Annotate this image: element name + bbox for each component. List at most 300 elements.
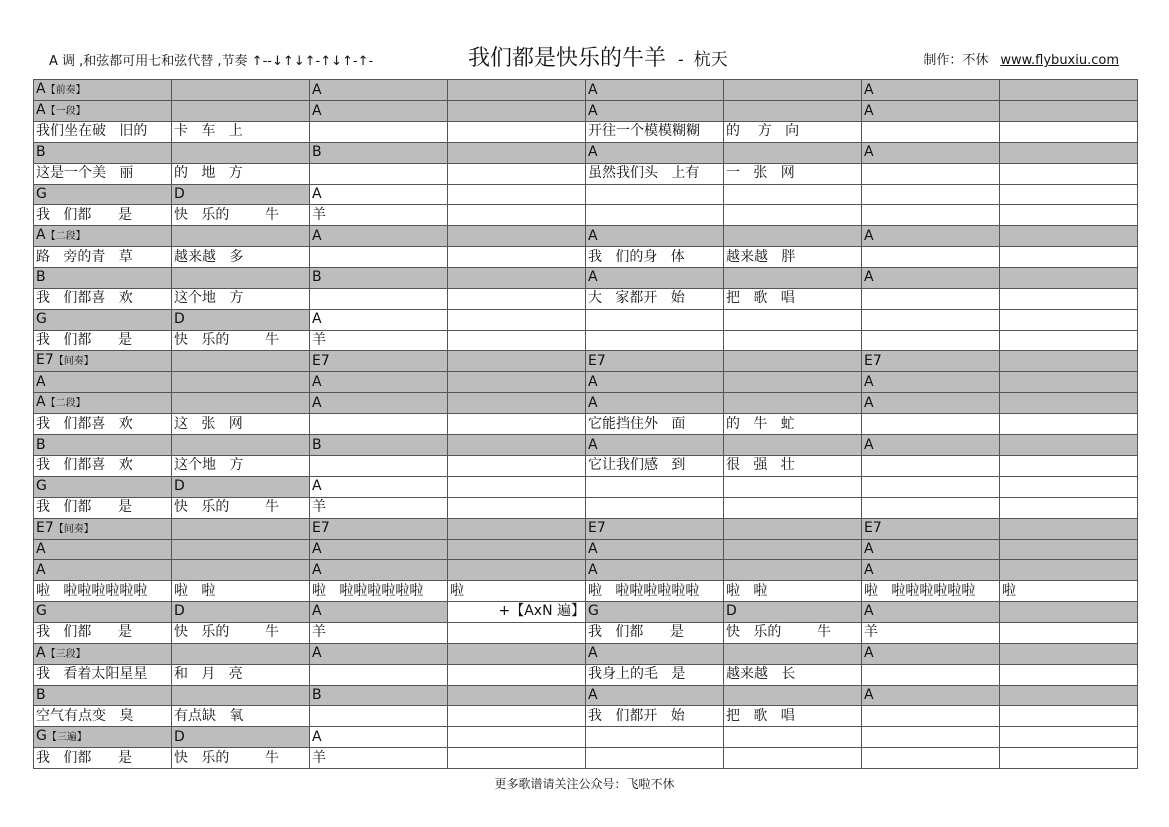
lyric-cell — [862, 414, 1000, 435]
lyric-cell — [586, 748, 724, 769]
lyric-text: 我 们都喜 欢 — [36, 457, 133, 474]
chord-row — [34, 602, 1138, 623]
chord-cell — [448, 539, 586, 560]
chord-row — [34, 435, 1138, 456]
chord-name: E7 — [36, 352, 54, 369]
chord-cell — [862, 372, 1000, 393]
chord-cell — [34, 309, 172, 330]
chord-cell — [586, 268, 724, 289]
lyric-cell — [448, 205, 586, 226]
chord-cell — [586, 560, 724, 581]
lyric-text: 啦 啦 — [726, 582, 768, 599]
chord-cell — [448, 393, 586, 414]
lyric-cell — [1000, 288, 1138, 309]
chord-name: B — [312, 144, 322, 161]
lyric-text: 它能挡住外 面 — [588, 415, 686, 432]
chord-cell — [34, 226, 172, 247]
chord-cell — [448, 685, 586, 706]
chord-cell — [34, 560, 172, 581]
chord-cell — [34, 727, 172, 748]
chord-cell — [862, 393, 1000, 414]
chord-cell — [724, 518, 862, 539]
lyric-cell — [172, 247, 310, 268]
chord-name: D — [174, 603, 185, 620]
chord-row — [34, 560, 1138, 581]
lyric-cell — [586, 622, 724, 643]
lyric-cell — [310, 414, 448, 435]
chord-cell — [172, 309, 310, 330]
lyric-cell — [862, 163, 1000, 184]
chord-cell — [586, 142, 724, 163]
lyric-cell — [724, 622, 862, 643]
lyric-cell — [1000, 455, 1138, 476]
chord-cell — [448, 268, 586, 289]
lyric-row — [34, 622, 1138, 643]
chord-cell — [586, 226, 724, 247]
lyric-cell — [724, 706, 862, 727]
lyric-cell — [448, 706, 586, 727]
chord-name: A — [312, 603, 322, 620]
chord-cell — [724, 560, 862, 581]
chord-cell — [724, 602, 862, 623]
lyric-text: 一 张 网 — [726, 165, 795, 182]
chord-cell — [586, 393, 724, 414]
chord-cell — [1000, 602, 1138, 623]
lyric-text: 啦 啦啦啦啦啦啦 — [36, 582, 148, 599]
lyric-cell — [862, 122, 1000, 143]
chord-cell — [448, 184, 586, 205]
chord-name: A — [36, 561, 46, 578]
lyric-cell — [448, 163, 586, 184]
lyric-row — [34, 664, 1138, 685]
chord-name: A — [864, 645, 874, 662]
chord-name: A — [588, 540, 598, 557]
lyric-cell — [448, 330, 586, 351]
lyric-cell — [724, 497, 862, 518]
chord-cell — [34, 80, 172, 101]
chord-cell — [1000, 685, 1138, 706]
chord-name: D — [174, 311, 185, 328]
chord-cell — [724, 685, 862, 706]
chord-name: A — [312, 311, 322, 328]
chord-cell — [1000, 435, 1138, 456]
chord-name: A — [312, 394, 322, 411]
lyric-cell — [586, 163, 724, 184]
chord-cell — [724, 80, 862, 101]
chord-cell — [310, 268, 448, 289]
chord-cell — [862, 435, 1000, 456]
chord-cell — [724, 351, 862, 372]
lyric-text: 啦 — [1002, 582, 1016, 599]
lyric-cell — [862, 748, 1000, 769]
lyric-cell — [724, 205, 862, 226]
lyric-cell — [724, 247, 862, 268]
lyric-cell — [1000, 706, 1138, 727]
lyric-cell — [34, 664, 172, 685]
chord-cell — [172, 372, 310, 393]
chord-row — [34, 101, 1138, 122]
chord-cell — [448, 518, 586, 539]
chord-name: A — [588, 436, 598, 453]
chord-name: A — [312, 185, 322, 202]
lyric-cell — [34, 497, 172, 518]
chord-name: A — [864, 394, 874, 411]
lyric-cell — [172, 706, 310, 727]
lyric-text: 羊 — [864, 624, 878, 641]
chord-row — [34, 80, 1138, 101]
chord-cell — [862, 727, 1000, 748]
lyric-text: 羊 — [312, 624, 326, 641]
chord-name: G — [36, 478, 47, 495]
chord-name: A — [36, 394, 46, 411]
chord-cell — [1000, 560, 1138, 581]
chord-cell — [172, 393, 310, 414]
chord-cell — [586, 184, 724, 205]
chord-name: A — [588, 394, 598, 411]
chord-cell — [448, 602, 586, 623]
chord-name: D — [726, 603, 737, 620]
lyric-text: 大 家都开 始 — [588, 290, 685, 307]
chord-cell — [172, 351, 310, 372]
lyric-cell — [586, 330, 724, 351]
chord-cell — [310, 80, 448, 101]
chord-row — [34, 539, 1138, 560]
chord-name: A — [864, 540, 874, 557]
lyric-cell — [724, 581, 862, 602]
chord-name: B — [312, 686, 322, 703]
chord-name: B — [36, 144, 46, 161]
chord-cell — [34, 184, 172, 205]
chord-cell — [172, 602, 310, 623]
chord-cell — [586, 602, 724, 623]
chord-cell — [862, 351, 1000, 372]
chord-cell — [1000, 393, 1138, 414]
chord-name: E7 — [312, 520, 330, 536]
chord-name: D — [174, 728, 185, 745]
lyric-text: 啦 啦啦啦啦啦啦 — [312, 582, 424, 599]
chord-name: A — [864, 102, 874, 119]
lyric-cell — [586, 205, 724, 226]
lyric-cell — [448, 455, 586, 476]
lyric-text: 开往一个模模糊糊 — [588, 123, 700, 140]
lyric-text: 虽然我们头 上有 — [588, 165, 700, 182]
lyric-cell — [310, 205, 448, 226]
lyric-cell — [448, 581, 586, 602]
chord-name: A — [864, 81, 874, 98]
chord-cell — [448, 351, 586, 372]
lyric-cell — [1000, 581, 1138, 602]
chord-cell — [862, 80, 1000, 101]
lyric-cell — [448, 288, 586, 309]
chord-name: A — [588, 645, 598, 662]
lyric-cell — [172, 330, 310, 351]
lyric-cell — [34, 163, 172, 184]
chord-cell — [34, 351, 172, 372]
chord-cell — [310, 184, 448, 205]
chord-cell — [724, 393, 862, 414]
lyric-text: 快 乐的 牛 — [174, 624, 279, 641]
lyric-cell — [586, 122, 724, 143]
chord-name: B — [36, 436, 46, 453]
sheet-header — [0, 40, 1169, 76]
lyric-text: 快 乐的 牛 — [174, 749, 279, 766]
chord-cell — [1000, 309, 1138, 330]
chord-row — [34, 393, 1138, 414]
chord-name: A — [312, 645, 322, 662]
lyric-text: 我 看着太阳星星 — [36, 666, 148, 683]
section-label: 【前奏】 — [45, 85, 86, 96]
chord-name: A — [312, 540, 322, 557]
chord-name: G — [36, 603, 47, 620]
chord-cell — [862, 268, 1000, 289]
credit-text: 制作：不休 — [923, 53, 989, 68]
chord-name: A — [864, 227, 874, 244]
lyric-cell — [586, 706, 724, 727]
lyric-cell — [1000, 664, 1138, 685]
credit-block — [923, 49, 1119, 68]
chord-cell — [862, 518, 1000, 539]
chord-cell — [724, 268, 862, 289]
chord-cell — [862, 226, 1000, 247]
lyric-text: 卡 车 上 — [174, 123, 243, 140]
chord-name: A — [36, 373, 46, 390]
chord-cell — [448, 727, 586, 748]
website-link[interactable]: www.flybuxiu.com — [1000, 53, 1119, 68]
lyric-cell — [448, 748, 586, 769]
lyric-cell — [724, 330, 862, 351]
chord-cell — [310, 226, 448, 247]
lyric-cell — [586, 455, 724, 476]
chord-cell — [724, 101, 862, 122]
chord-cell — [448, 226, 586, 247]
lyric-cell — [448, 497, 586, 518]
chord-cell — [448, 372, 586, 393]
chord-row — [34, 142, 1138, 163]
lyric-cell — [862, 581, 1000, 602]
lyric-cell — [862, 288, 1000, 309]
chord-cell — [862, 685, 1000, 706]
lyric-row — [34, 414, 1138, 435]
lyric-text: 这个地 方 — [174, 290, 244, 307]
chord-cell — [862, 309, 1000, 330]
lyric-text: 把 歌 唱 — [726, 290, 795, 307]
lyric-cell — [586, 288, 724, 309]
lyric-cell — [172, 664, 310, 685]
chord-cell — [724, 727, 862, 748]
chord-cell — [724, 643, 862, 664]
chord-name: A — [588, 144, 598, 161]
chord-cell — [1000, 643, 1138, 664]
artist-name: 杭天 — [693, 50, 728, 70]
lyric-cell — [34, 455, 172, 476]
chord-cell — [34, 372, 172, 393]
chord-name: A — [864, 603, 874, 620]
chord-cell — [448, 643, 586, 664]
chord-name: D — [174, 478, 185, 495]
chord-cell — [34, 393, 172, 414]
chord-cell — [172, 184, 310, 205]
chord-name: A — [312, 561, 322, 578]
chord-name: E7 — [312, 352, 330, 369]
chord-cell — [862, 643, 1000, 664]
lyric-text: 我 们都 是 — [36, 499, 133, 516]
chord-cell — [310, 351, 448, 372]
lyric-cell — [34, 748, 172, 769]
chord-cell — [1000, 184, 1138, 205]
lyric-text: 把 歌 唱 — [726, 707, 795, 724]
chord-cell — [34, 476, 172, 497]
lyric-text: 这个地 方 — [174, 457, 244, 474]
chord-cell — [586, 727, 724, 748]
chord-cell — [586, 476, 724, 497]
lyric-cell — [172, 497, 310, 518]
chord-cell — [34, 435, 172, 456]
chord-row — [34, 685, 1138, 706]
chord-name: E7 — [864, 352, 882, 369]
chord-cell — [862, 101, 1000, 122]
lyric-cell — [172, 163, 310, 184]
chord-cell — [172, 476, 310, 497]
lyric-text: 路 旁的青 草 — [36, 248, 133, 265]
chord-cell — [586, 351, 724, 372]
lyric-cell — [862, 455, 1000, 476]
lyric-cell — [586, 664, 724, 685]
lyric-cell — [724, 414, 862, 435]
chord-cell — [172, 268, 310, 289]
chord-cell — [862, 476, 1000, 497]
chord-cell — [862, 539, 1000, 560]
chord-name: G — [588, 603, 599, 620]
chord-row — [34, 643, 1138, 664]
section-label: 【一段】 — [45, 106, 86, 117]
lyric-text: 啦 啦啦啦啦啦啦 — [588, 582, 700, 599]
chord-name: G — [36, 311, 47, 328]
lyric-cell — [448, 414, 586, 435]
lyric-text: 快 乐的 牛 — [726, 624, 831, 641]
chord-cell — [1000, 80, 1138, 101]
lyric-text: 的 牛 虻 — [726, 415, 795, 432]
chord-name: B — [312, 269, 322, 286]
lyric-text: 羊 — [312, 499, 326, 516]
chord-cell — [586, 101, 724, 122]
lyric-cell — [34, 706, 172, 727]
chord-cell — [862, 142, 1000, 163]
lyric-cell — [1000, 163, 1138, 184]
lyric-row — [34, 122, 1138, 143]
lyric-text: 我 们都 是 — [36, 749, 133, 766]
lyric-text: 我身上的毛 是 — [588, 666, 686, 683]
lyric-row — [34, 581, 1138, 602]
chord-cell — [448, 435, 586, 456]
lyric-cell — [586, 497, 724, 518]
chord-cell — [34, 685, 172, 706]
chord-row — [34, 476, 1138, 497]
lyric-text: 我 们都开 始 — [588, 707, 685, 724]
lyric-cell — [310, 330, 448, 351]
lyric-cell — [34, 247, 172, 268]
chord-name: A — [588, 686, 598, 703]
lyric-row — [34, 247, 1138, 268]
chord-name: A — [864, 436, 874, 453]
lyric-cell — [172, 455, 310, 476]
chord-name: A — [588, 373, 598, 390]
lyric-cell — [862, 622, 1000, 643]
chord-name: A — [588, 561, 598, 578]
chord-row — [34, 268, 1138, 289]
chord-cell — [172, 80, 310, 101]
lyric-cell — [724, 748, 862, 769]
chord-name: E7 — [864, 520, 882, 536]
chord-cell — [310, 393, 448, 414]
chord-cell — [1000, 539, 1138, 560]
chord-cell — [310, 727, 448, 748]
lyric-cell — [862, 205, 1000, 226]
chord-name: A — [36, 102, 46, 118]
section-label: 【二段】 — [45, 398, 86, 410]
chord-cell — [34, 602, 172, 623]
chord-cell — [310, 372, 448, 393]
lyric-text: 羊 — [312, 332, 326, 349]
chord-cell — [448, 142, 586, 163]
lyric-cell — [172, 581, 310, 602]
lyric-cell — [34, 622, 172, 643]
chord-name: A — [36, 644, 46, 661]
lyric-row — [34, 497, 1138, 518]
lyric-cell — [586, 414, 724, 435]
lyric-text: 越来越 多 — [174, 248, 244, 265]
chord-name: +【AxN 遍】 — [498, 603, 585, 620]
chord-cell — [310, 435, 448, 456]
chord-cell — [34, 142, 172, 163]
lyric-text: 越来越 长 — [726, 666, 796, 683]
lyric-row — [34, 706, 1138, 727]
chord-name: A — [312, 373, 322, 390]
lyric-cell — [1000, 247, 1138, 268]
chord-name: A — [864, 373, 874, 390]
chord-name: E7 — [36, 519, 54, 536]
lyric-text: 我们坐在破 旧的 — [36, 123, 148, 140]
lyric-cell — [172, 122, 310, 143]
lyric-cell — [34, 414, 172, 435]
chord-cell — [724, 435, 862, 456]
section-label: 【间奏】 — [53, 523, 94, 535]
chord-row — [34, 184, 1138, 205]
chord-row — [34, 372, 1138, 393]
lyric-cell — [1000, 205, 1138, 226]
chord-cell — [724, 309, 862, 330]
lyric-cell — [1000, 497, 1138, 518]
chord-name: B — [36, 269, 46, 286]
song-title-block — [468, 41, 728, 72]
chord-name: A — [36, 227, 46, 244]
lyric-cell — [34, 288, 172, 309]
section-label: 【间奏】 — [53, 356, 94, 368]
lyric-cell — [172, 414, 310, 435]
chord-name: E7 — [588, 352, 606, 369]
lyric-text: 很 强 壮 — [726, 457, 795, 474]
chord-cell — [310, 518, 448, 539]
lyric-text: 的 地 方 — [174, 165, 243, 182]
chord-name: A — [312, 478, 322, 495]
chord-cell — [724, 476, 862, 497]
lyric-text: 这 张 网 — [174, 415, 243, 432]
lyric-cell — [310, 247, 448, 268]
lyric-cell — [862, 497, 1000, 518]
chord-cell — [862, 602, 1000, 623]
chord-row — [34, 727, 1138, 748]
chord-cell — [724, 142, 862, 163]
lyric-cell — [310, 664, 448, 685]
